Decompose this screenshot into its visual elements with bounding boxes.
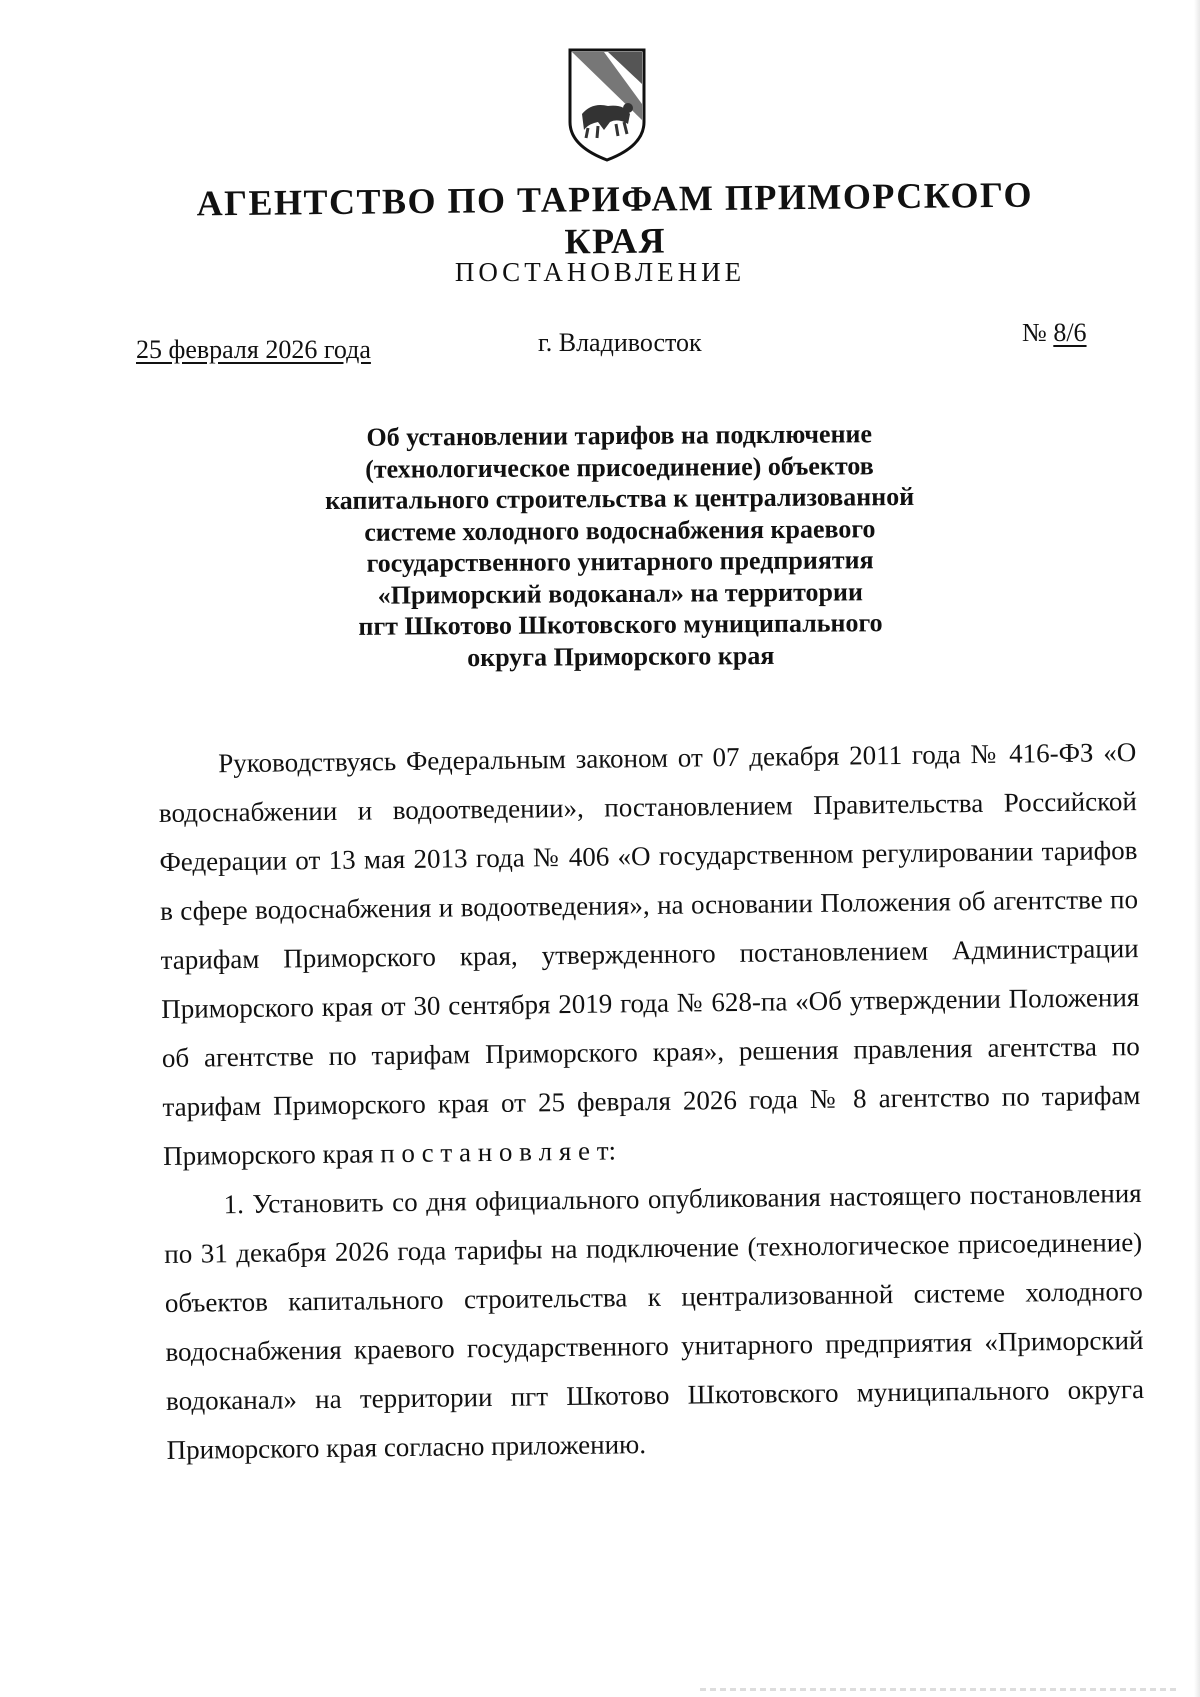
document-date: 25 февраля 2026 года	[136, 335, 371, 364]
item-1-paragraph: 1. Установить со дня официального опубликования настоящего постановления по 31 декабря 2026 года тарифы на подключение (технологическое присоединение) объектов капитального строительства к централизованной системе холодного водоснабжения краевого государственного унитарного предприятия «Приморский водоканал» на территории пгт Шкотово Шкотовского муниципального округа Приморского края согласно приложению.	[164, 1178, 1145, 1465]
scan-noise	[700, 1688, 1180, 1691]
title-line: системе холодного водоснабжения краевого	[364, 513, 876, 547]
document-number	[1022, 318, 1087, 348]
resolves-word: п о с т а н о в л я е т:	[380, 1135, 617, 1169]
scan-edge	[1194, 0, 1200, 1697]
title-line: (технологическое присоединение) объектов	[365, 450, 874, 484]
document-type: ПОСТАНОВЛЕНИЕ	[454, 257, 746, 287]
document-title	[289, 418, 951, 675]
preamble-paragraph	[158, 728, 1141, 1181]
title-line: капитального строительства к централизованной	[325, 481, 915, 516]
document-city: г. Владивосток	[538, 328, 702, 357]
number-prefix: №	[1022, 318, 1047, 347]
document-body	[158, 728, 1145, 1475]
number-value: 8/6	[1053, 318, 1087, 347]
preamble-text: Руководствуясь Федеральным законом от 07 декабря 2011 года № 416-ФЗ «О водоснабжении и водоотведении», постановлением Правительства Российской Федерации от 13 мая 2013 года № 406 «О государственном регулировании тарифов в сфере водоснабжения и водоотведения», на основании Положения об агентстве по тарифам Приморского края, утвержденного постановлением Администрации Приморского края от 30 сентября 2019 года № 628-па «Об утверждении Положения об агентстве по тарифам Приморского края», решения правления агентства по тарифам Приморского края от 25 февраля 2026 года № 8 агентство по тарифам Приморского края	[158, 737, 1141, 1171]
title-line: Об установлении тарифов на подключение	[366, 419, 873, 452]
title-line: пгт Шкотово Шкотовского муниципального	[358, 608, 883, 641]
title-line: государственного унитарного предприятия	[366, 545, 874, 578]
coat-of-arms-icon	[564, 44, 650, 164]
agency-name: АГЕНТСТВО ПО ТАРИФАМ ПРИМОРСКОГО КРАЯ	[196, 174, 1034, 262]
title-line: округа Приморского края	[467, 640, 775, 672]
title-line: «Приморский водоканал» на территории	[377, 576, 864, 610]
